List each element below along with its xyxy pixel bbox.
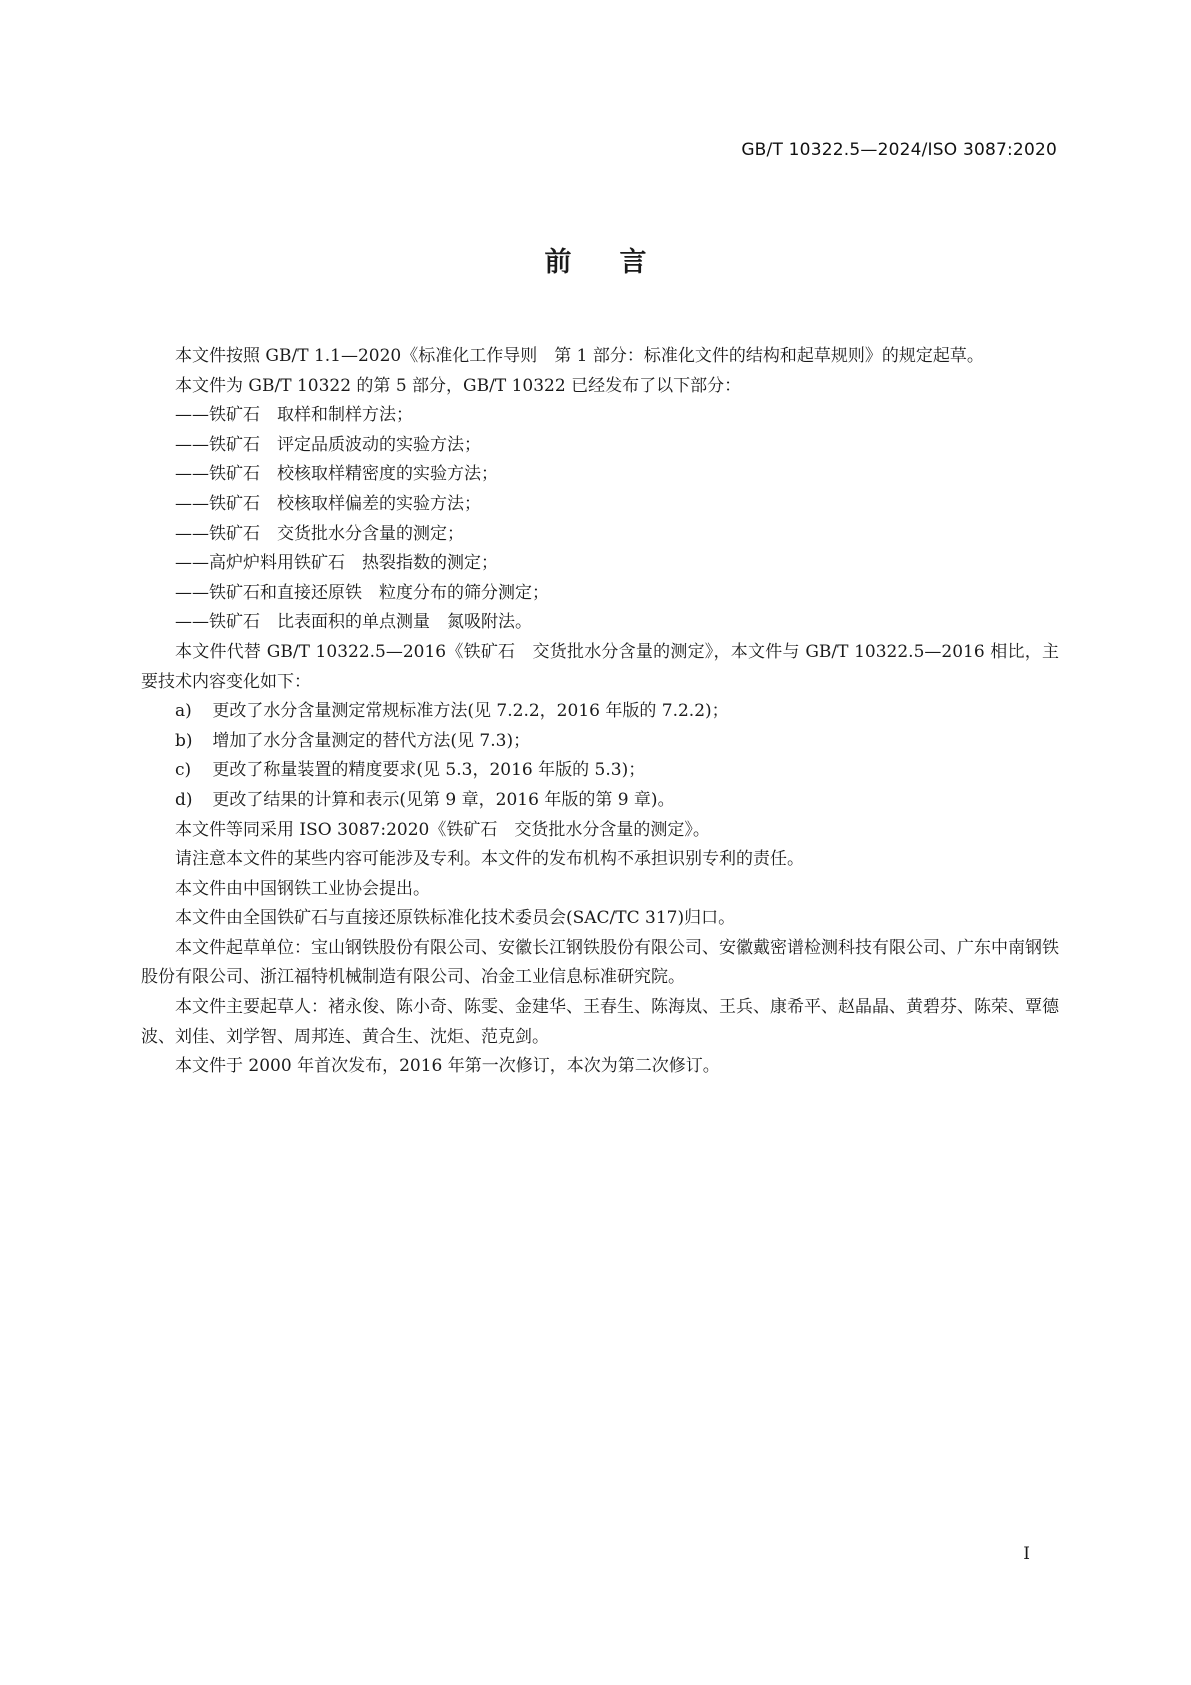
item-text: 更改了水分含量测定常规标准方法(见 7.2.2，2016 年版的 7.2.2)； <box>212 701 729 722</box>
paragraph: 请注意本文件的某些内容可能涉及专利。本文件的发布机构不承担识别专利的责任。 <box>175 849 804 870</box>
paragraph: 本文件等同采用 ISO 3087:2020《铁矿石 交货批水分含量的测定》。 <box>175 819 710 840</box>
list-item: ——铁矿石 校核取样偏差的实验方法； <box>175 493 481 514</box>
page-number: I <box>1023 1544 1030 1564</box>
item-marker: b) <box>175 730 193 751</box>
list-item: ——高炉炉料用铁矿石 热裂指数的测定； <box>175 553 498 574</box>
list-item <box>141 786 1059 816</box>
changes-list <box>141 697 1059 815</box>
document-code: GB/T 10322.5—2024/ISO 3087:2020 <box>741 140 1057 160</box>
list-item: ——铁矿石 交货批水分含量的测定； <box>175 523 464 544</box>
item-text: 更改了称量装置的精度要求(见 5.3，2016 年版的 5.3)； <box>212 760 646 781</box>
foreword-body <box>141 342 1059 1082</box>
item-marker: a) <box>175 701 192 722</box>
item-text: 更改了结果的计算和表示(见第 9 章，2016 年版的第 9 章)。 <box>212 789 675 810</box>
list-item: ——铁矿石 取样和制样方法； <box>175 405 413 426</box>
list-item: ——铁矿石 比表面积的单点测量 氮吸附法。 <box>175 612 532 633</box>
list-item: ——铁矿石 评定品质波动的实验方法； <box>175 434 481 455</box>
item-text: 增加了水分含量测定的替代方法(见 7.3)； <box>212 730 531 751</box>
list-item <box>141 756 1059 786</box>
paragraph: 本文件由全国铁矿石与直接还原铁标准化技术委员会(SAC/TC 317)归口。 <box>175 908 736 929</box>
list-item <box>141 727 1059 757</box>
list-item <box>141 697 1059 727</box>
paragraph: 本文件为 GB/T 10322 的第 5 部分，GB/T 10322 已经发布了以下部分： <box>175 375 742 396</box>
item-marker: c) <box>175 760 192 781</box>
list-item: ——铁矿石 校核取样精密度的实验方法； <box>175 464 498 485</box>
paragraph: 本文件于 2000 年首次发布，2016 年第一次修订，本次为第二次修订。 <box>175 1056 720 1077</box>
list-item: ——铁矿石和直接还原铁 粒度分布的筛分测定； <box>175 582 549 603</box>
parts-list <box>141 401 1059 638</box>
paragraph: 本文件主要起草人：褚永俊、陈小奇、陈雯、金建华、王春生、陈海岚、王兵、康希平、赵晶晶、黄碧芬、陈荣、覃德波、刘佳、刘学智、周邦连、黄合生、沈炬、范克剑。 <box>141 997 1059 1047</box>
paragraph: 本文件起草单位：宝山钢铁股份有限公司、安徽长江钢铁股份有限公司、安徽戴密谱检测科技有限公司、广东中南钢铁股份有限公司、浙江福特机械制造有限公司、冶金工业信息标准研究院。 <box>141 937 1059 988</box>
item-marker: d) <box>175 789 193 810</box>
paragraph: 本文件按照 GB/T 1.1—2020《标准化工作导则 第 1 部分：标准化文件的结构和起草规则》的规定起草。 <box>175 346 984 366</box>
paragraph: 本文件代替 GB/T 10322.5—2016《铁矿石 交货批水分含量的测定》，本文件与 GB/T 10322.5—2016 相比，主要技术内容变化如下： <box>141 641 1059 692</box>
paragraph: 本文件由中国钢铁工业协会提出。 <box>175 878 430 899</box>
page-title: 前言 <box>544 247 695 278</box>
